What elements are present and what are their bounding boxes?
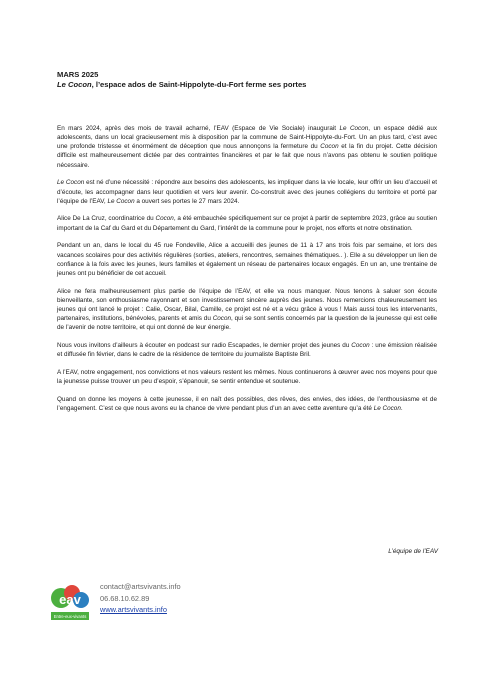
paragraph: En mars 2024, après des mois de travail acharné, l’EAV (Espace de Vie Sociale) inaugurait Le Cocon, un espace dédié aux adolescents, dans un local gracieusement mis à disposition par la commune de Saint-Hippolyte-du-Fort. Un an plus tard, c’est avec une profonde tristesse et énormément de déception que nous annonçons la fermeture du Cocon et la fin du projet. Cette décision difficile est malheureusement dictée par des contraintes financières et par le fait que nous n’avons pas obtenu le soutien politique nécessaire. — [57, 125, 438, 169]
paragraph: Pendant un an, dans le local du 45 rue Fondeville, Alice a accueilli des jeunes de 11 à 17 ans trois fois par semaine, et lors des vacances scolaires pour des activités régulières (sorties, ateliers, rencontres, semaines thématiques.. ). Elle a su développer un lien de confiance à la fois avec les jeunes, leurs familles et également un réseau de partenaires locaux engagés. En un an, une trentaine de jeunes ont pu bénéficier de cet accueil. — [57, 242, 437, 277]
document-date: MARS 2025 — [57, 70, 99, 79]
signature: L’équipe de l’EAV — [388, 548, 438, 555]
contact-block — [100, 581, 181, 616]
footer — [50, 577, 250, 637]
paragraph: Alice ne fera malheureusement plus partie de l’équipe de l’EAV, et elle va nous manquer. Nous tenons à saluer son écoute bienveillante, son enthousiasme rayonnant et son investissement sincère auprès des jeunes. Nous remercions chaleureusement les jeunes qui ont lancé le projet : Calie, Oscar, Bilal, Camille, ce projet est né et a vécu grâce à vous ! Mais aussi tous les intervenants, partenaires, institutions, bénévoles, parents et amis du Cocon, qui se sont sentis concernés par la question de la jeunesse qui est celle de l’avenir de notre territoire, et qui ont donné de leur énergie. — [57, 287, 438, 332]
document-title — [57, 80, 437, 90]
contact-email[interactable]: contact@artsvivants.info — [100, 582, 181, 591]
paragraph: Le Cocon est né d’une nécessité : répondre aux besoins des adolescents, les impliquer dans la vie locale, leur offrir un lieu d’accueil et d’écoute, les accompagner dans leur quotidien et vers leur avenir. Co-construit avec des jeunes collégiens du territoire et porté par l’équipe de l’EAV, Le Cocon a ouvert ses portes le 27 mars 2024. — [57, 179, 437, 205]
document-header — [57, 70, 437, 90]
paragraph: Nous vous invitons d’ailleurs à écouter en podcast sur radio Escapades, le dernier projet des jeunes du Cocon : une émission réalisée et diffusée fin février, dans le cadre de la résidence de territoire du journaliste Baptiste Bril. — [57, 341, 437, 359]
eav-logo — [50, 581, 90, 625]
title-em: Le Cocon — [57, 80, 92, 89]
logo-text: eav — [59, 592, 81, 607]
contact-phone: 06.68.10.62.89 — [100, 593, 150, 603]
logo-subtext: Entre-eux-vivants — [53, 614, 87, 619]
paragraph: Quand on donne les moyens à cette jeunesse, il en naît des possibles, des rêves, des envies, des idées, de l’enthousiasme et de l’engagement. C’est ce que nous avons eu la chance de vivre pendant plus d’un an avec cette aventure qu’a été Le Cocon. — [57, 395, 437, 412]
paragraph: Alice De La Cruz, coordinatrice du Cocon, a été embauchée spécifiquement sur ce projet à partir de septembre 2023, grâce au soutien important de la Caf du Gard et du Département du Gard, l’intérêt de la commune pour le projet, nos efforts et notre obstination. — [57, 215, 437, 232]
contact-website-link[interactable]: www.artsvivants.info — [100, 605, 167, 614]
title-rest: , l’espace ados de Saint-Hippolyte-du-Fort ferme ses portes — [91, 80, 307, 89]
document-body — [57, 124, 437, 422]
paragraph: A l’EAV, notre engagement, nos convictions et nos valeurs restent les mêmes. Nous continuerons à œuvrer avec nos moyens pour que la jeunesse puisse trouver un peu d’espoir, s’épanouir, se sentir entendue et soutenue. — [57, 368, 437, 385]
